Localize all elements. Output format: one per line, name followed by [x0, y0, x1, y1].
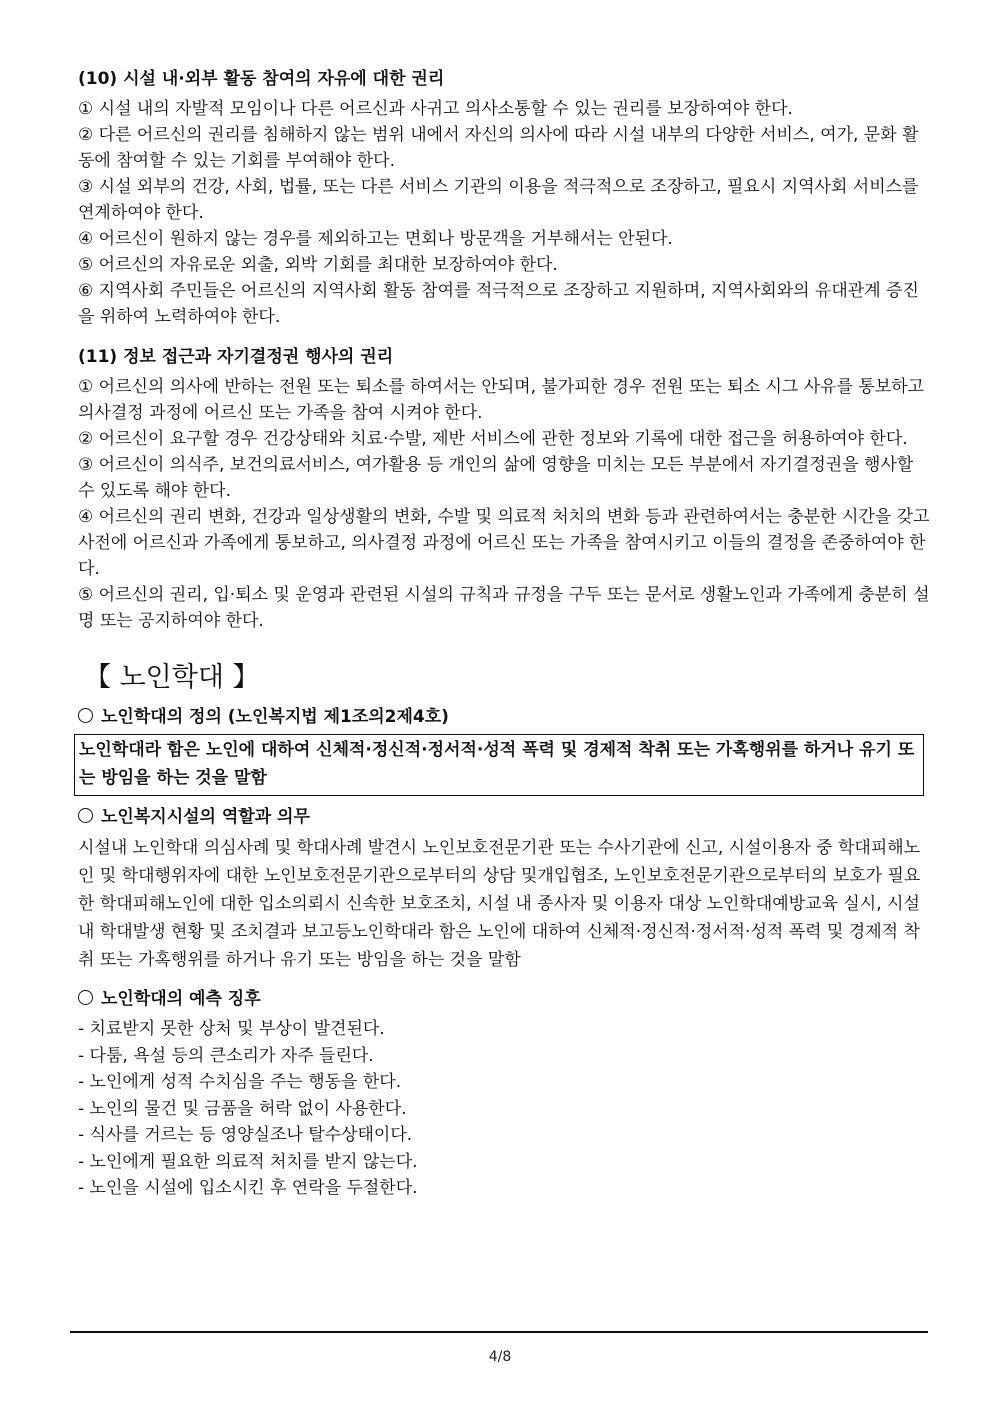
sign-item: - 노인의 물건 및 금품을 허락 없이 사용한다.: [78, 1098, 407, 1119]
section-11-item-1: ① 어르신의 의사에 반하는 전원 또는 퇴소를 하여서는 안되며, 불가피한 경우 전원 또는 퇴소 시그 사유를 통보하고 의사결정 과정에 어르신 또는 가족을 참여 시켜야 한다.: [78, 377, 925, 423]
signs-heading: [78, 986, 930, 1012]
section-11-heading: (11) 정보 접근과 자기결정권 행사의 권리: [78, 347, 394, 367]
abuse-section-title: 【 노인학대 】: [84, 662, 260, 693]
section-10-item-1: ① 시설 내의 자발적 모임이나 다른 어르신과 사귀고 의사소통할 수 있는 권리를 보장하여야 한다.: [78, 99, 793, 119]
role-text: 시설내 노인학대 의심사례 및 학대사례 발견시 노인보호전문기관 또는 수사기관에 신고, 시설이용자 중 학대피해노인 및 학대행위자에 대한 노인보호전문기관으로부터의 상담 및개입협조, 노인보호전문기관으로부터의 보호가 필요한 학대피해노인에 대한 입소의뢰시 신속한 보호조치, 시설 내 종사자 및 이용자 대상 노인학대예방교육 실시, 시설 내 학대발생 현황 및 조치결과 보고등노인학대라 함은 노인에 대하여 신체적·정신적·정서적·성적 폭력 및 경제적 착취 또는 가혹행위를 하거나 유기 또는 방임을 하는 것을 말함: [78, 838, 921, 970]
circle-bullet-icon: [78, 990, 93, 1005]
definition-heading-text: 노인학대의 정의 (노인복지법 제1조의2제4호): [101, 707, 449, 727]
sign-item: - 다툼, 욕설 등의 큰소리가 자주 들린다.: [78, 1045, 374, 1066]
section-11-item-4: ④ 어르신의 권리 변화, 건강과 일상생활의 변화, 수발 및 의료적 처치의 변화 등과 관련하여서는 충분한 시간을 갖고 사전에 어르신과 가족에게 통보하고, 의사결정 과정에 어르신 또는 가족을 참여시키고 이들의 결정을 존중하여야 한다.: [78, 507, 930, 579]
page-content: [78, 66, 930, 1202]
sign-item: - 노인에게 성적 수치심을 주는 행동을 한다.: [78, 1072, 402, 1092]
section-10-item-2: ② 다른 어르신의 권리를 침해하지 않는 범위 내에서 자신의 의사에 따라 시설 내부의 다양한 서비스, 여가, 문화 활동에 참여할 수 있는 기회를 부여해야 한다.: [78, 125, 919, 171]
sign-item: - 치료받지 못한 상처 및 부상이 발견된다.: [78, 1019, 385, 1039]
sign-item: - 식사를 거르는 등 영양실조나 탈수상태이다.: [78, 1125, 413, 1145]
definition-heading: [78, 704, 930, 730]
role-heading: [78, 804, 930, 830]
footer-divider: [70, 1331, 928, 1333]
circle-bullet-icon: [78, 708, 93, 723]
circle-bullet-icon: [78, 808, 93, 823]
role-heading-text: 노인복지시설의 역할과 의무: [101, 807, 310, 827]
section-10-item-3: ③ 시설 외부의 건강, 사회, 법률, 또는 다른 서비스 기관의 이용을 적극적으로 조장하고, 필요시 지역사회 서비스를 연계하여야 한다.: [78, 177, 919, 223]
page-number: 4/8: [488, 1349, 512, 1365]
section-10-heading: (10) 시설 내·외부 활동 참여의 자유에 대한 권리: [78, 69, 445, 89]
section-10-item-6: ⑥ 지역사회 주민들은 어르신의 지역사회 활동 참여를 적극적으로 조장하고 지원하며, 지역사회와의 유대관계 증진을 위하여 노력하여야 한다.: [78, 281, 919, 327]
section-11-item-3: ③ 어르신이 의식주, 보건의료서비스, 여가활용 등 개인의 삶에 영향을 미치는 모든 부분에서 자기결정권을 행사할 수 있도록 해야 한다.: [78, 455, 914, 501]
definition-box: 노인학대라 함은 노인에 대하여 신체적·정신적·정서적·성적 폭력 및 경제적 착취 또는 가혹행위를 하거나 유기 또는 방임을 하는 것을 말함: [74, 734, 924, 796]
signs-heading-text: 노인학대의 예측 징후: [101, 989, 261, 1009]
section-11-item-5: ⑤ 어르신의 권리, 입·퇴소 및 운영과 관련된 시설의 규칙과 규정을 구두 또는 문서로 생활노인과 가족에게 충분히 설명 또는 공지하여야 한다.: [78, 585, 930, 631]
section-11-item-2: ② 어르신이 요구할 경우 건강상태와 치료·수발, 제반 서비스에 관한 정보와 기록에 대한 접근을 허용하여야 한다.: [78, 429, 908, 449]
section-10-item-4: ④ 어르신이 원하지 않는 경우를 제외하고는 면회나 방문객을 거부해서는 안된다.: [78, 229, 673, 249]
sign-item: - 노인을 시설에 입소시킨 후 연락을 두절한다.: [78, 1178, 418, 1198]
sign-item: - 노인에게 필요한 의료적 처치를 받지 않는다.: [78, 1151, 418, 1172]
section-10-item-5: ⑤ 어르신의 자유로운 외출, 외박 기회를 최대한 보장하여야 한다.: [78, 255, 558, 275]
